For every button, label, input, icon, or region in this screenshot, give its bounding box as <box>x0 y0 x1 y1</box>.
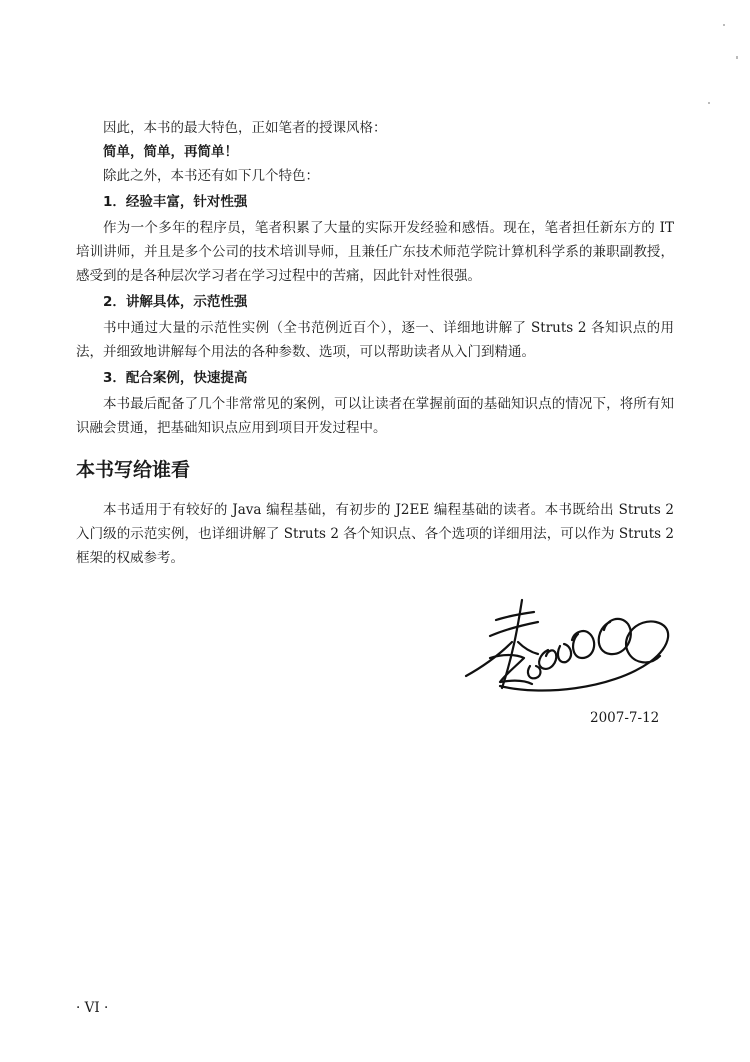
feature-2-body: 书中通过大量的示范性实例（全书范例近百个），逐一、详细地讲解了 Struts 2 各知识点的用法，并细致地讲解每个用法的各种参数、选项，可以帮助读者从入门到精通。 <box>76 320 674 360</box>
main-text <box>76 116 674 570</box>
scan-speck <box>736 56 738 59</box>
feature-3-body: 本书最后配备了几个非常常见的案例，可以让读者在掌握前面的基础知识点的情况下，将所有知识融会贯通，把基础知识点应用到项目开发过程中。 <box>76 396 674 436</box>
scan-speck <box>708 102 710 104</box>
intro-line: 因此，本书的最大特色，正如笔者的授课风格： <box>103 120 387 136</box>
feature-1-body: 作为一个多年的程序员，笔者积累了大量的实际开发经验和感悟。现在，笔者担任新东方的 IT 培训讲师，并且是多个公司的技术培训导师，且兼任广东技术师范学院计算机科学系的兼职副教授，感受到的是各种层次学习者在学习过程中的苦痛，因此针对性很强。 <box>76 220 674 284</box>
page-number: · VI · <box>76 1000 109 1016</box>
motto: 简单，简单，再简单！ <box>103 144 238 160</box>
handwritten-signature <box>460 592 680 710</box>
audience-heading: 本书写给谁看 <box>76 459 191 481</box>
audience-body: 本书适用于有较好的 Java 编程基础，有初步的 J2EE 编程基础的读者。本书既给出 Struts 2 入门级的示范实例，也详细讲解了 Struts 2 各个知识点、各个选项的详细用法，可以作为 Struts 2 框架的权威参考。 <box>76 502 674 566</box>
feature-2-title: 2．讲解具体，示范性强 <box>103 294 248 310</box>
feature-3-title: 3．配合案例，快速提高 <box>103 370 248 386</box>
signature-date: 2007-7-12 <box>590 710 660 726</box>
scan-speck <box>723 24 725 26</box>
intro-features-line: 除此之外，本书还有如下几个特色： <box>103 168 319 184</box>
feature-1-title: 1．经验丰富，针对性强 <box>103 194 248 210</box>
